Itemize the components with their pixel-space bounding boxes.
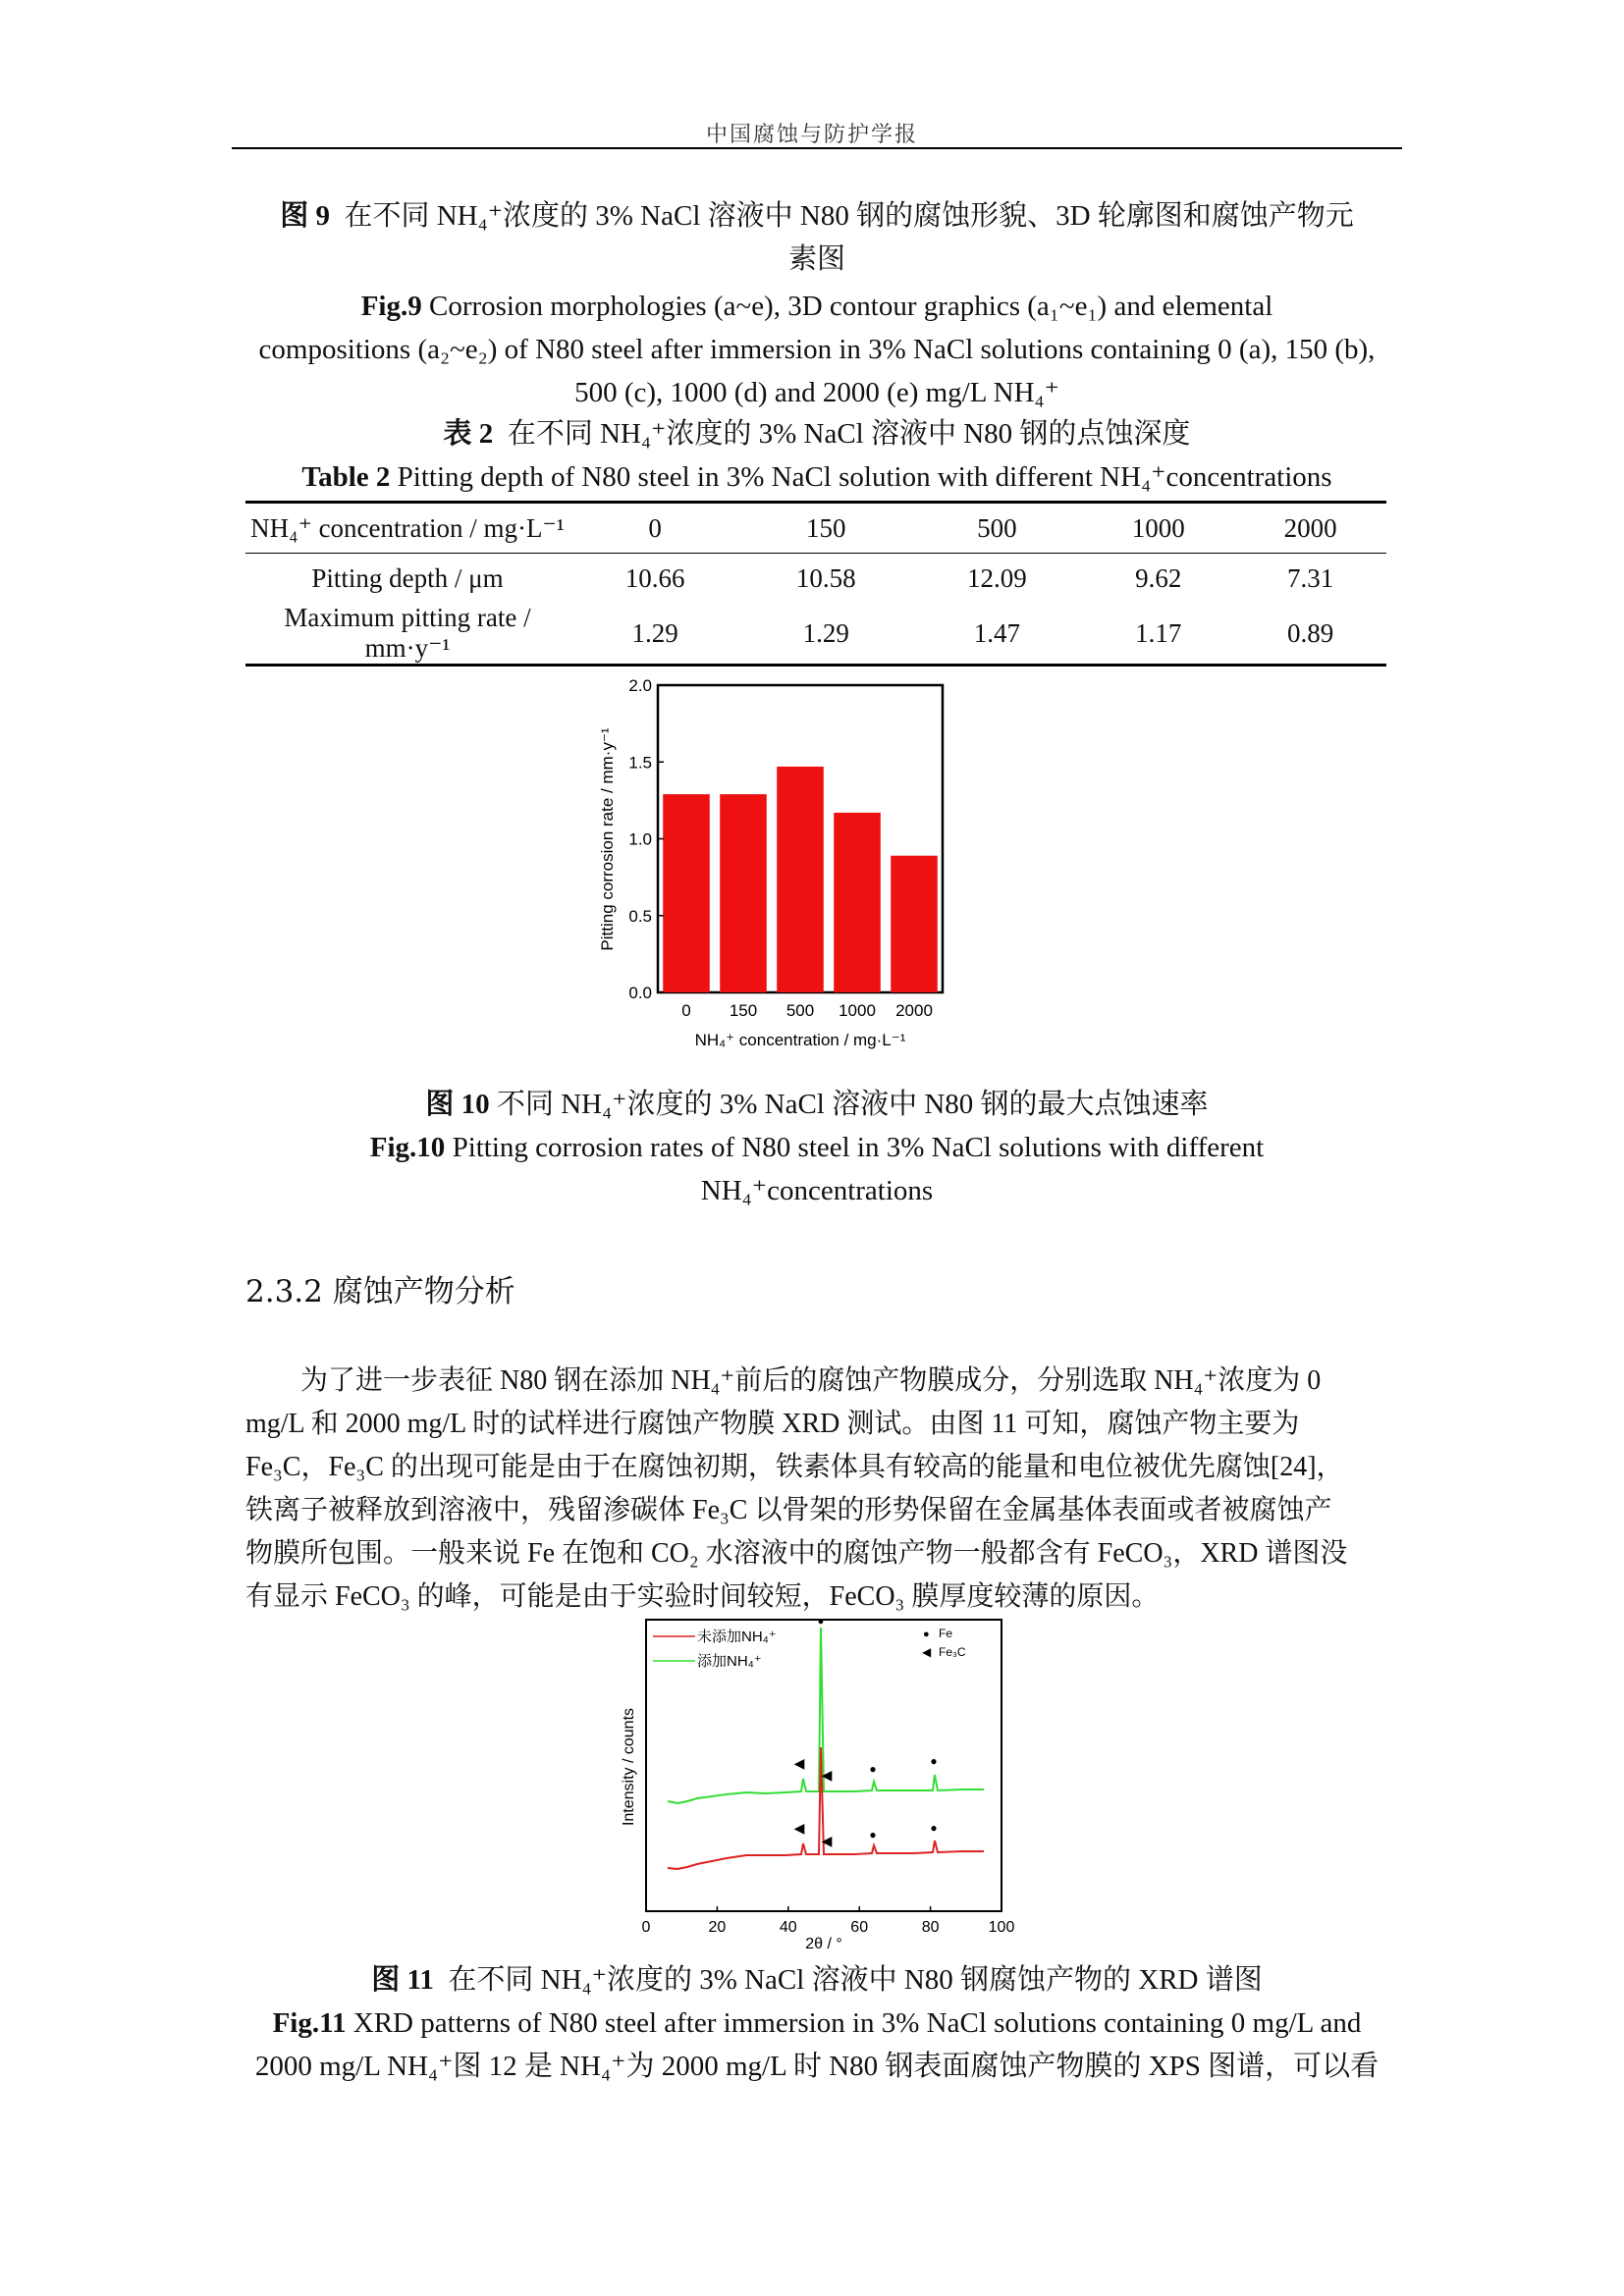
paragraph-line: 为了进一步表征 N80 钢在添加 NH₄⁺前后的腐蚀产物膜成分，分别选取 NH₄⁺浓度为 0 bbox=[300, 1365, 1322, 1396]
fig10-cn-label: 图 10 bbox=[425, 1089, 490, 1120]
fe-marker: ● bbox=[817, 1616, 825, 1628]
y-tick-label: 0.5 bbox=[628, 906, 652, 926]
table-cell: 1.47 bbox=[973, 617, 1020, 648]
fe3c-marker: ◀ bbox=[793, 1755, 805, 1771]
bar-group bbox=[663, 767, 938, 992]
table-cell: 12.09 bbox=[966, 562, 1027, 593]
table2-caption-cn bbox=[232, 412, 1402, 455]
x-axis-label: 2θ / ° bbox=[805, 1936, 842, 1952]
table2 bbox=[245, 501, 1386, 667]
x-tick-label: 150 bbox=[729, 1001, 758, 1020]
fig11-en-line2a: 2000 mg/L NH₄⁺ bbox=[254, 2051, 454, 2082]
fig9-en-line3: 500 (c), 1000 (d) and 2000 (e) mg/L NH₄⁺ bbox=[574, 377, 1059, 408]
y-tick-label: 1.0 bbox=[628, 829, 652, 849]
fig11-en-line1: XRD patterns of N80 steel after immersion in 3% NaCl solutions containing 0 mg/L and bbox=[352, 2007, 1362, 2039]
fig9-caption-en bbox=[232, 285, 1402, 414]
x-tick-group bbox=[681, 1001, 933, 1020]
table2-caption-en bbox=[232, 455, 1402, 499]
fig11-cn-label: 图 11 bbox=[371, 1964, 434, 1996]
x-tick-label: 0 bbox=[641, 1919, 651, 1936]
fig10-en-line1: Pitting corrosion rates of N80 steel in 3% NaCl solutions with different bbox=[452, 1132, 1265, 1163]
fig9-caption-cn bbox=[232, 194, 1402, 281]
fig10-cn-text: 不同 NH₄⁺浓度的 3% NaCl 溶液中 N80 钢的最大点蚀速率 bbox=[496, 1089, 1209, 1120]
paragraph-line: 物膜所包围。一般来说 Fe 在饱和 CO₂ 水溶液中的腐蚀产物一般都含有 FeCO₃，XRD 谱图没 bbox=[245, 1538, 1348, 1569]
table-cell: Pitting depth / μm bbox=[311, 562, 504, 593]
table-cell: Maximum pitting rate / mm·y⁻¹ bbox=[284, 603, 531, 663]
table2-en-label: Table 2 bbox=[301, 461, 391, 493]
legend-fe3c-symbol: ◀ bbox=[922, 1645, 932, 1659]
journal-header: 中国腐蚀与防护学报 bbox=[705, 123, 918, 147]
fig9-cn-text-line2: 素图 bbox=[787, 243, 845, 275]
table-cell: 7.31 bbox=[1286, 562, 1334, 593]
legend-label-with-nh4: 添加NH₄⁺ bbox=[697, 1653, 762, 1670]
paragraph-line: 有显示 FeCO₃ 的峰，可能是由于实验时间较短，FeCO₃ 膜厚度较薄的原因。 bbox=[245, 1581, 1160, 1612]
x-axis-label: NH₄⁺ concentration / mg·L⁻¹ bbox=[694, 1031, 906, 1049]
fig11-caption bbox=[232, 1958, 1402, 2088]
table-cell: 0.89 bbox=[1286, 617, 1334, 648]
x-tick-label: 20 bbox=[708, 1919, 727, 1936]
x-tick-label: 2000 bbox=[895, 1001, 933, 1020]
paragraph-line: mg/L 和 2000 mg/L 时的试样进行腐蚀产物膜 XRD 测试。由图 11 可知，腐蚀产物主要为 bbox=[245, 1409, 1300, 1439]
bar-500 bbox=[777, 767, 824, 992]
section-heading: 2.3.2 腐蚀产物分析 bbox=[245, 1274, 515, 1309]
table2-cn-text: 在不同 NH₄⁺浓度的 3% NaCl 溶液中 N80 钢的点蚀深度 bbox=[507, 418, 1191, 450]
table-cell: 10.58 bbox=[795, 562, 856, 593]
fe-marker: ● bbox=[869, 1828, 877, 1842]
pitting-rate-bar-chart bbox=[560, 667, 1070, 1080]
fe-marker: ● bbox=[930, 1754, 938, 1768]
y-axis-label: Intensity / counts bbox=[621, 1707, 637, 1827]
fig9-cn-text-line1: 在不同 NH₄⁺浓度的 3% NaCl 溶液中 N80 钢的腐蚀形貌、3D 轮廓图和腐蚀产物元 bbox=[344, 200, 1354, 232]
y-tick-label: 0.0 bbox=[628, 984, 652, 1002]
legend-fe-symbol: ● bbox=[923, 1629, 930, 1640]
table-row bbox=[245, 603, 1386, 666]
x-tick-label: 1000 bbox=[839, 1001, 876, 1020]
x-tick-label: 40 bbox=[779, 1919, 797, 1936]
legend-fe3c-label: Fe₃C bbox=[939, 1645, 966, 1659]
table-cell: 1.29 bbox=[802, 617, 849, 648]
table-cell: 9.62 bbox=[1135, 562, 1182, 593]
y-tick-label: 1.5 bbox=[628, 753, 652, 773]
y-axis-label: Pitting corrosion rate / mm·y⁻¹ bbox=[598, 727, 617, 951]
table-header-cell: 500 bbox=[977, 512, 1017, 543]
fig9-en-line1: Corrosion morphologies (a~e), 3D contour graphics (a₁~e₁) and elemental bbox=[428, 291, 1273, 322]
paragraph-line: 铁离子被释放到溶液中，残留渗碳体 Fe₃C 以骨架的形势保留在金属基体表面或者被腐蚀产 bbox=[245, 1495, 1332, 1525]
fe3c-marker: ◀ bbox=[821, 1833, 833, 1848]
bar-1000 bbox=[834, 813, 881, 992]
fe-marker: ● bbox=[930, 1821, 938, 1835]
fe3c-marker: ◀ bbox=[793, 1820, 805, 1836]
table-header-row bbox=[245, 503, 1386, 554]
table-header-cell: 1000 bbox=[1131, 512, 1185, 543]
table-cell: 1.29 bbox=[631, 617, 678, 648]
fig10-en-line2: NH₄⁺concentrations bbox=[700, 1175, 934, 1206]
fe3c-marker: ◀ bbox=[821, 1767, 833, 1783]
fig10-en-label: Fig.10 bbox=[369, 1132, 446, 1163]
paragraph-line: Fe₃C，Fe₃C 的出现可能是由于在腐蚀初期，铁素体具有较高的能量和电位被优先腐蚀[24]， bbox=[245, 1452, 1344, 1482]
fig9-en-label: Fig.9 bbox=[360, 291, 422, 322]
x-tick-label: 500 bbox=[785, 1001, 815, 1020]
fe-marker: ● bbox=[869, 1762, 877, 1776]
table-cell: 1.17 bbox=[1135, 617, 1182, 648]
x-tick-label: 0 bbox=[681, 1001, 691, 1020]
header-rule bbox=[232, 147, 1402, 149]
fig11-en-line2b: 图 12 是 NH₄⁺为 2000 mg/L 时 N80 钢表面腐蚀产物膜的 XPS 图谱，可以看 bbox=[453, 2051, 1380, 2082]
bar-0 bbox=[663, 794, 710, 992]
fig9-cn-label: 图 9 bbox=[280, 200, 330, 232]
fig11-en-label: Fig.11 bbox=[272, 2007, 347, 2039]
table-header-cell: NH₄⁺ concentration / mg·L⁻¹ bbox=[250, 512, 565, 543]
x-tick-label: 100 bbox=[988, 1919, 1015, 1936]
x-tick-label: 80 bbox=[921, 1919, 940, 1936]
y-tick-label: 2.0 bbox=[628, 676, 652, 695]
x-tick-label: 60 bbox=[850, 1919, 869, 1936]
table2-en-text: Pitting depth of N80 steel in 3% NaCl solution with different NH₄⁺concentrations bbox=[397, 461, 1332, 493]
legend-fe-label: Fe bbox=[939, 1627, 953, 1640]
xrd-pattern-chart bbox=[599, 1610, 1051, 1953]
fig10-caption bbox=[232, 1083, 1402, 1212]
bar-150 bbox=[720, 794, 767, 992]
fig11-cn-text: 在不同 NH₄⁺浓度的 3% NaCl 溶液中 N80 钢腐蚀产物的 XRD 谱图 bbox=[448, 1964, 1263, 1996]
table-header-cell: 150 bbox=[805, 512, 846, 543]
table-row bbox=[245, 554, 1386, 604]
fig9-en-line2: compositions (a₂~e₂) of N80 steel after immersion in 3% NaCl solutions containing 0 (a), 150 (b), bbox=[258, 334, 1376, 365]
legend-label-without-nh4: 未添加NH₄⁺ bbox=[697, 1629, 777, 1645]
table-cell: 10.66 bbox=[624, 562, 685, 593]
body-paragraph bbox=[245, 1360, 1388, 1619]
table2-cn-label: 表 2 bbox=[443, 418, 494, 450]
bar-2000 bbox=[891, 856, 938, 992]
table-header-cell: 0 bbox=[648, 512, 662, 543]
table-header-cell: 2000 bbox=[1283, 512, 1337, 543]
